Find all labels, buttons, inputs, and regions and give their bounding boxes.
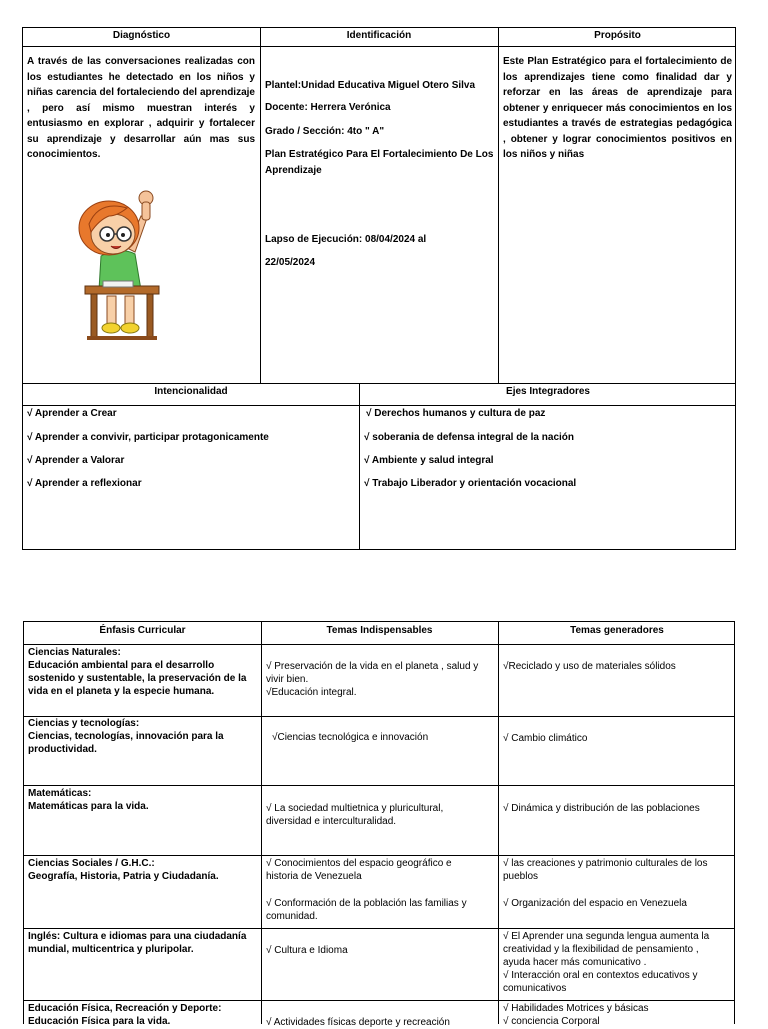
diagnostico-text: A través de las conversaciones realizadas con los estudiantes he detectado en los niños y niñas carencia del fortaleciendo del aprendizaje , pero así mismo muestran interés y entusiasmo en explorar , adquirir y fortalecer su aprendizaje y desarrollar aún mas sus conocimientos.	[27, 56, 255, 160]
enfasis-cell: Educación Física, Recreación y Deporte: Educación Física para la vida.	[28, 1003, 222, 1027]
lapso-line1: Lapso de Ejecución: 08/04/2024 al	[265, 234, 427, 245]
docente-text: Docente: Herrera Verónica	[265, 102, 391, 113]
bottom-table	[23, 621, 735, 1028]
header-diagnostico: Diagnóstico	[112, 30, 171, 41]
plan-text: Plan Estratégico Para El Fortalecimiento De Los Aprendizaje	[265, 149, 494, 176]
intencionalidad-item: √ Aprender a convivir, participar protagonicamente	[27, 432, 269, 443]
intencionalidad-item: √ Aprender a Valorar	[27, 455, 125, 466]
eje-item: √ Trabajo Liberador y orientación vocacional	[364, 478, 577, 489]
temas-cell: √ Conocimientos del espacio geográfico e historia de Venezuela √ Conformación de la población las familias y comunidad.	[266, 858, 467, 922]
enfasis-cell: Matemáticas: Matemáticas para la vida.	[28, 788, 149, 812]
header-enfasis: Énfasis Curricular	[99, 625, 186, 636]
header-intencionalidad: Intencionalidad	[154, 386, 228, 397]
enfasis-cell: Ciencias Naturales: Educación ambiental para el desarrollo sostenido y sustentable, la preservación de la vida en el planeta y la especie humana.	[28, 647, 247, 697]
enfasis-cell: Ciencias y tecnologías: Ciencias, tecnologías, innovación para la productividad.	[28, 718, 224, 755]
temas-cell: √ Cultura e Idioma	[266, 945, 348, 956]
intencionalidad-item: √ Aprender a Crear	[27, 408, 117, 419]
generadores-cell: √Reciclado y uso de materiales sólidos	[503, 661, 676, 672]
header-ejes: Ejes Integradores	[506, 386, 590, 397]
temas-cell: √ Actividades físicas deporte y recreación	[266, 1017, 450, 1028]
temas-cell: √ Preservación de la vida en el planeta , salud y vivir bien. √Educación integral.	[266, 661, 479, 698]
generadores-cell: √ Habilidades Motrices y básicas √ conciencia Corporal	[503, 1003, 649, 1027]
middle-table	[22, 383, 736, 550]
proposito-text: Este Plan Estratégico para el fortalecimiento de los aprendizajes tiene como finalidad dar y reforzar en las áreas de aprendizaje para obtener y enriquecer más conocimientos en los estudiantes a través de estrategias pedagógica , obtener y lograr conocimientos positivos en los niños y niñas	[503, 56, 732, 160]
enfasis-cell: Inglés: Cultura e idiomas para una ciudadanía mundial, multicentrica y pluripolar.	[28, 931, 247, 955]
enfasis-cell: Ciencias Sociales / G.H.C.: Geografía, Historia, Patria y Ciudadanía.	[28, 858, 219, 882]
header-temas-indispensables: Temas Indispensables	[326, 625, 433, 636]
grado-text: Grado / Sección: 4to " A"	[265, 126, 385, 137]
temas-cell: √ La sociedad multietnica y pluricultural, diversidad e interculturalidad.	[266, 803, 444, 827]
generadores-cell: √ Cambio climático	[503, 733, 588, 744]
top-table	[22, 27, 736, 384]
header-identificacion: Identificación	[346, 30, 412, 41]
generadores-cell: √ Dinámica y distribución de las poblaciones	[503, 803, 700, 814]
eje-item: √ Ambiente y salud integral	[364, 455, 494, 466]
generadores-cell: √ El Aprender una segunda lengua aumenta la creatividad y la flexibilidad de pensamiento , ayuda hacer más comunicativo . √ Interacción oral en contextos educativos y comunicativos	[503, 931, 710, 994]
eje-item: √ Derechos humanos y cultura de paz	[366, 408, 546, 419]
child-student-illustration	[69, 186, 169, 346]
header-proposito: Propósito	[594, 30, 641, 41]
intencionalidad-item: √ Aprender a reflexionar	[27, 478, 142, 489]
plantel-text: Plantel:Unidad Educativa Miguel Otero Silva	[265, 80, 476, 91]
header-temas-generadores: Temas generadores	[570, 625, 664, 636]
lapso-line2: 22/05/2024	[265, 257, 316, 268]
eje-item: √ soberania de defensa integral de la nación	[364, 432, 574, 443]
generadores-cell: √ las creaciones y patrimonio culturales de los pueblos √ Organización del espacio en Venezuela	[503, 858, 708, 909]
temas-cell: √Ciencias tecnológica e innovación	[272, 732, 429, 743]
